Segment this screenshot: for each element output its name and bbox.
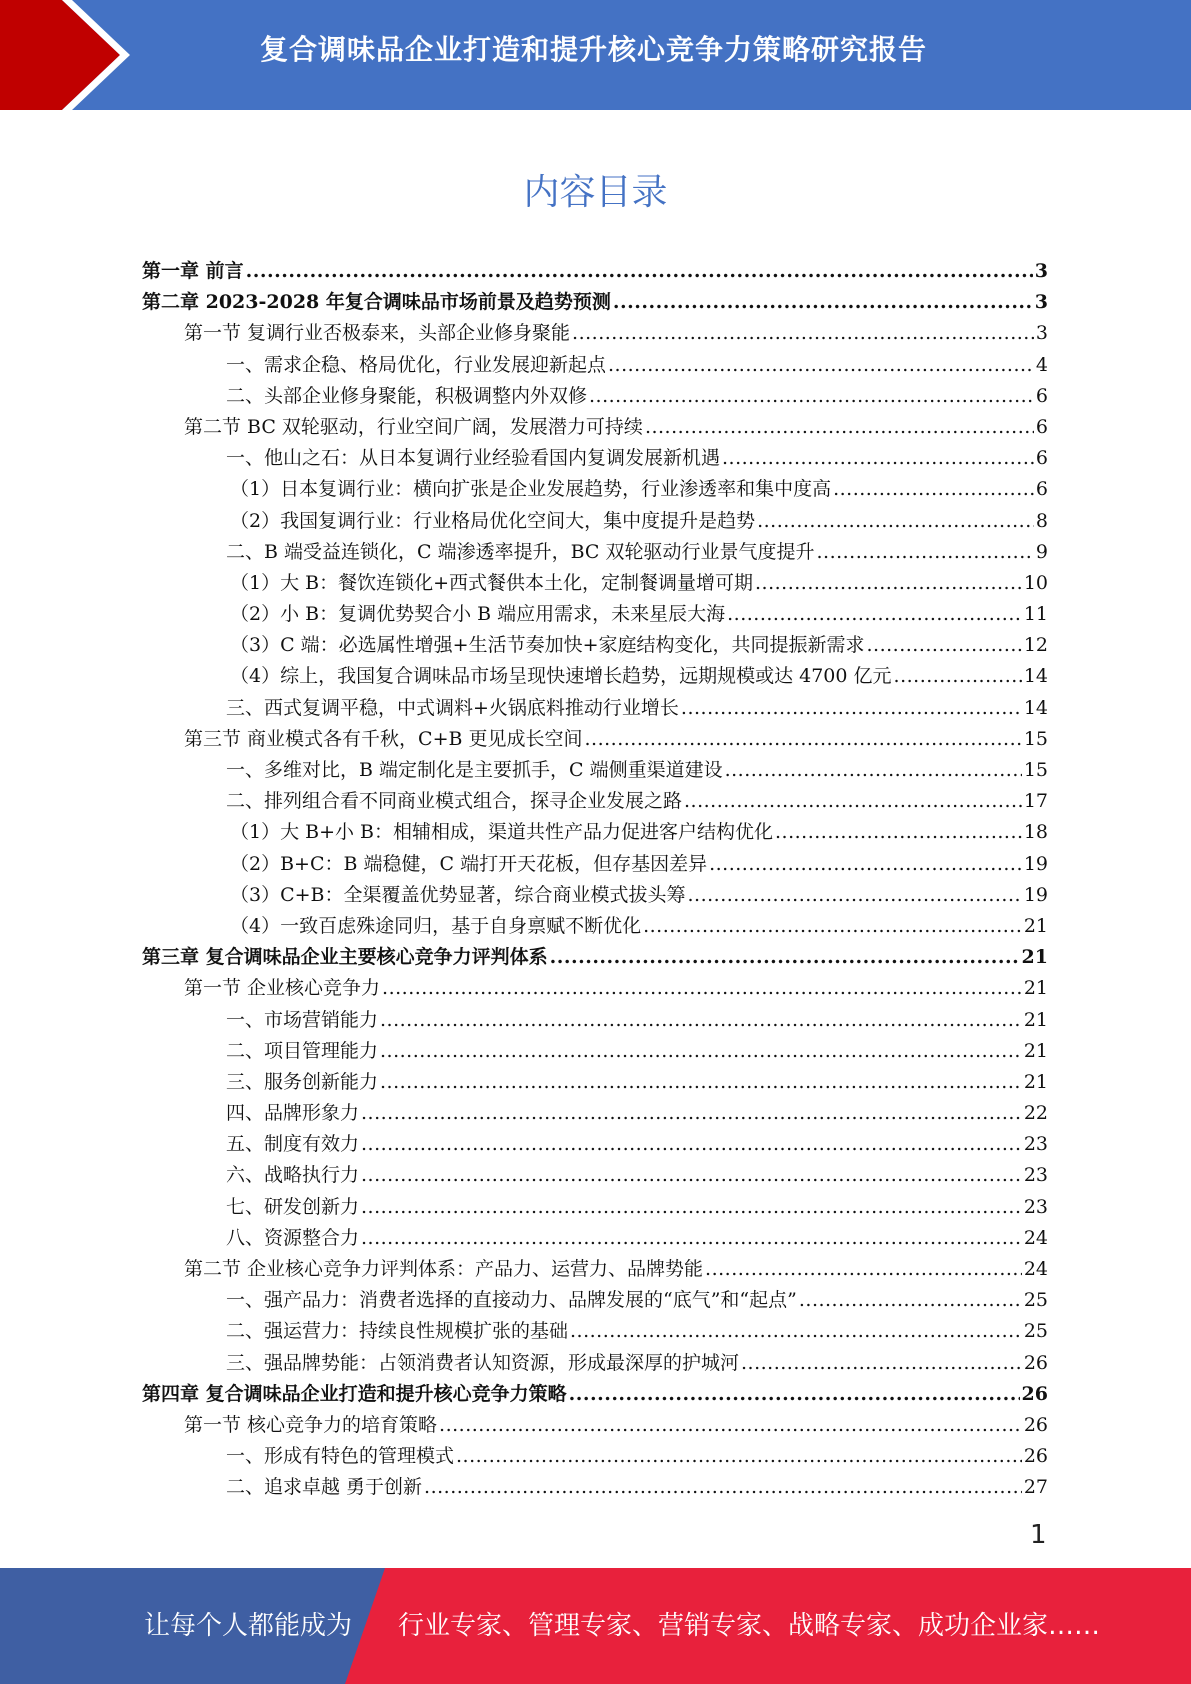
toc-entry-page: 3 — [1034, 291, 1048, 314]
toc-entry[interactable] — [142, 318, 1048, 349]
toc-entry-title: 三、强品牌势能：占领消费者认知资源，形成最深厚的护城河 — [226, 1351, 740, 1374]
toc-dot-leader — [589, 381, 1034, 412]
toc-entry[interactable] — [142, 1005, 1048, 1036]
toc-entry-title: 二、项目管理能力 — [226, 1039, 379, 1062]
toc-dot-leader — [439, 1410, 1022, 1441]
toc-entry-title: （3）C 端：必选属性增强+生活节奏加快+家庭结构变化，共同提振新需求 — [230, 634, 865, 657]
toc-dot-leader — [246, 256, 1033, 287]
toc-entry-title: （3）C+B：全渠覆盖优势显著，综合商业模式拔头筹 — [230, 883, 686, 906]
toc-entry-page: 6 — [1035, 384, 1048, 407]
page-number: 1 — [1030, 1520, 1047, 1550]
toc-entry[interactable] — [142, 443, 1048, 474]
toc-entry-page: 15 — [1023, 759, 1048, 781]
toc-dot-leader — [570, 1316, 1022, 1347]
toc-entry-title: 一、他山之石：从日本复调行业经验看国内复调发展新机遇 — [226, 447, 721, 470]
toc-entry[interactable] — [142, 786, 1048, 817]
toc-entry[interactable] — [142, 911, 1048, 942]
toc-entry-page: 10 — [1023, 571, 1048, 594]
toc-dot-leader — [741, 1348, 1022, 1379]
toc-entry[interactable] — [142, 1410, 1048, 1441]
toc-dot-leader — [456, 1441, 1022, 1472]
page-header — [0, 0, 1191, 110]
toc-entry-page: 21 — [1023, 1008, 1048, 1031]
toc-entry-title: 五、制度有效力 — [226, 1133, 360, 1156]
toc-entry[interactable] — [142, 412, 1048, 443]
toc-entry-page: 6 — [1035, 415, 1048, 438]
toc-entry-title: 六、战略执行力 — [226, 1164, 360, 1187]
toc-entry[interactable] — [142, 1348, 1048, 1379]
toc-entry-page: 23 — [1023, 1195, 1048, 1218]
toc-entry-page: 11 — [1023, 603, 1048, 626]
toc-entry-title: 第一节 核心竞争力的培育策略 — [184, 1413, 438, 1436]
toc-entry-page: 21 — [1021, 946, 1048, 969]
toc-entry[interactable] — [142, 1067, 1048, 1098]
toc-dot-leader — [709, 849, 1022, 880]
toc-entry-page: 15 — [1023, 727, 1048, 750]
toc-entry-page: 19 — [1023, 852, 1048, 875]
toc-dot-leader — [569, 1379, 1020, 1410]
toc-dot-leader — [645, 412, 1034, 443]
toc-dot-leader — [550, 942, 1020, 973]
toc-entry-page: 24 — [1023, 1226, 1048, 1249]
toc-entry-page: 26 — [1023, 1351, 1048, 1374]
toc-entry-title: （4）综上，我国复合调味品市场呈现快速增长趋势，远期规模或达 4700 亿元 — [230, 665, 892, 688]
toc-dot-leader — [727, 599, 1022, 630]
toc-dot-leader — [722, 443, 1034, 474]
header-arrow-graphic — [0, 0, 160, 110]
toc-entry-title: 第三节 商业模式各有千秋，C+B 更见成长空间 — [184, 727, 583, 750]
toc-heading: 内容目录 — [523, 172, 668, 213]
toc-dot-leader — [725, 755, 1022, 786]
toc-entry-page: 6 — [1035, 478, 1048, 501]
toc-entry[interactable] — [142, 1160, 1048, 1191]
toc-dot-leader — [572, 318, 1034, 349]
toc-dot-leader — [688, 880, 1022, 911]
toc-dot-leader — [613, 287, 1033, 318]
toc-entry-title: （2）B+C：B 端稳健，C 端打开天花板，但存基因差异 — [230, 852, 708, 875]
toc-entry-title: 二、追求卓越 勇于创新 — [226, 1476, 423, 1499]
toc-entry-page: 17 — [1023, 790, 1048, 813]
toc-entry-page: 24 — [1023, 1258, 1048, 1280]
toc-entry[interactable] — [142, 1223, 1048, 1254]
table-of-contents — [142, 256, 1048, 1504]
toc-dot-leader — [585, 724, 1022, 755]
toc-entry[interactable] — [142, 1472, 1048, 1503]
toc-dot-leader — [775, 817, 1022, 848]
toc-dot-leader — [643, 911, 1022, 942]
toc-entry[interactable] — [142, 256, 1048, 287]
toc-entry[interactable] — [142, 1036, 1048, 1067]
toc-dot-leader — [382, 973, 1022, 1004]
toc-dot-leader — [684, 786, 1022, 817]
toc-dot-leader — [681, 693, 1022, 724]
toc-dot-leader — [867, 630, 1022, 661]
toc-entry-page: 14 — [1023, 696, 1048, 719]
toc-entry-page: 6 — [1035, 447, 1048, 470]
toc-entry-page: 21 — [1023, 1039, 1048, 1062]
toc-entry-title: 第二章 2023-2028 年复合调味品市场前景及趋势预测 — [142, 291, 611, 314]
toc-entry-page: 14 — [1023, 665, 1048, 688]
toc-entry-title: 第二节 企业核心竞争力评判体系：产品力、运营力、品牌势能 — [184, 1258, 704, 1280]
toc-entry[interactable] — [142, 1129, 1048, 1160]
toc-entry-page: 18 — [1023, 821, 1048, 844]
toc-dot-leader — [380, 1036, 1022, 1067]
toc-entry-title: 二、B 端受益连锁化，C 端渗透率提升，BC 双轮驱动行业景气度提升 — [226, 540, 815, 563]
toc-entry-title: 二、排列组合看不同商业模式组合，探寻企业发展之路 — [226, 790, 683, 813]
toc-entry-title: 三、服务创新能力 — [226, 1070, 379, 1093]
toc-entry[interactable] — [142, 973, 1048, 1004]
toc-dot-leader — [757, 506, 1034, 537]
toc-dot-leader — [705, 1254, 1022, 1285]
toc-entry[interactable] — [142, 287, 1048, 318]
toc-entry-page: 26 — [1023, 1445, 1048, 1468]
toc-entry[interactable] — [142, 1441, 1048, 1472]
toc-entry[interactable] — [142, 568, 1048, 599]
toc-entry[interactable] — [142, 1192, 1048, 1223]
toc-entry-title: 七、研发创新力 — [226, 1195, 360, 1218]
toc-entry[interactable] — [142, 1254, 1048, 1285]
toc-entry-title: 三、西式复调平稳，中式调料+火锅底料推动行业增长 — [226, 696, 679, 719]
toc-entry-page: 21 — [1023, 1070, 1048, 1093]
toc-entry-page: 3 — [1035, 322, 1048, 345]
toc-entry[interactable] — [142, 661, 1048, 692]
toc-dot-leader — [361, 1160, 1022, 1191]
toc-entry-page: 21 — [1023, 914, 1048, 937]
page-footer — [0, 1568, 1191, 1684]
toc-entry-page: 27 — [1023, 1476, 1048, 1499]
toc-entry-page: 25 — [1023, 1289, 1048, 1312]
toc-entry[interactable] — [142, 474, 1048, 505]
toc-entry-title: 第一节 企业核心竞争力 — [184, 977, 381, 1000]
toc-entry-title: 第一节 复调行业否极泰来，头部企业修身聚能 — [184, 322, 571, 345]
toc-entry-title: （4）一致百虑殊途同归，基于自身禀赋不断优化 — [230, 914, 642, 937]
footer-slogan-right: 行业专家、管理专家、营销专家、战略专家、成功企业家…… — [398, 1611, 1101, 1641]
toc-entry-title: （2）我国复调行业：行业格局优化空间大，集中度提升是趋势 — [230, 509, 756, 532]
toc-entry-page: 26 — [1023, 1413, 1048, 1436]
toc-dot-leader — [755, 568, 1022, 599]
header-title: 复合调味品企业打造和提升核心竞争力策略研究报告 — [260, 33, 928, 66]
toc-entry-page: 21 — [1023, 977, 1048, 1000]
toc-entry[interactable] — [142, 849, 1048, 880]
toc-entry-title: 二、强运营力：持续良性规模扩张的基础 — [226, 1320, 569, 1343]
toc-entry-title: （1）日本复调行业：横向扩张是企业发展趋势，行业渗透率和集中度高 — [230, 478, 832, 501]
toc-entry-page: 25 — [1023, 1320, 1048, 1343]
toc-entry[interactable] — [142, 693, 1048, 724]
toc-entry[interactable] — [142, 1379, 1048, 1410]
toc-dot-leader — [424, 1472, 1022, 1503]
toc-entry-title: 一、市场营销能力 — [226, 1008, 379, 1031]
toc-entry-title: 第三章 复合调味品企业主要核心竞争力评判体系 — [142, 946, 548, 969]
toc-entry-page: 8 — [1035, 509, 1048, 532]
toc-entry-title: 一、形成有特色的管理模式 — [226, 1445, 455, 1468]
toc-entry-title: （1）大 B：餐饮连锁化+西式餐供本土化，定制餐调量增可期 — [230, 571, 754, 594]
toc-entry[interactable] — [142, 1098, 1048, 1129]
toc-entry[interactable] — [142, 599, 1048, 630]
toc-entry[interactable] — [142, 630, 1048, 661]
toc-entry-page: 22 — [1023, 1102, 1048, 1125]
toc-entry-title: （1）大 B+小 B：相辅相成，渠道共性产品力促进客户结构优化 — [230, 821, 774, 844]
toc-entry-title: 一、多维对比，B 端定制化是主要抓手，C 端侧重渠道建设 — [226, 759, 723, 781]
toc-dot-leader — [361, 1129, 1022, 1160]
toc-entry-page: 12 — [1023, 634, 1048, 657]
toc-entry-page: 3 — [1034, 260, 1048, 282]
toc-dot-leader — [380, 1005, 1022, 1036]
toc-entry-title: （2）小 B：复调优势契合小 B 端应用需求，未来星辰大海 — [230, 603, 726, 626]
toc-dot-leader — [361, 1098, 1022, 1129]
toc-dot-leader — [361, 1192, 1022, 1223]
toc-entry-title: 四、品牌形象力 — [226, 1102, 360, 1125]
toc-entry-title: 一、需求企稳、格局优化，行业发展迎新起点 — [226, 353, 607, 376]
toc-entry-title: 一、强产品力：消费者选择的直接动力、品牌发展的“底气”和“起点” — [226, 1289, 797, 1312]
toc-dot-leader — [380, 1067, 1022, 1098]
toc-dot-leader — [816, 537, 1033, 568]
toc-entry[interactable] — [142, 1316, 1048, 1347]
toc-entry[interactable] — [142, 381, 1048, 412]
toc-entry[interactable] — [142, 942, 1048, 973]
toc-entry[interactable] — [142, 880, 1048, 911]
toc-dot-leader — [833, 474, 1034, 505]
toc-entry[interactable] — [142, 350, 1048, 381]
toc-entry-page: 19 — [1023, 883, 1048, 906]
toc-entry-page: 23 — [1023, 1133, 1048, 1156]
toc-entry[interactable] — [142, 817, 1048, 848]
toc-entry[interactable] — [142, 724, 1048, 755]
toc-dot-leader — [361, 1223, 1022, 1254]
toc-dot-leader — [608, 350, 1034, 381]
toc-entry-title: 第四章 复合调味品企业打造和提升核心竞争力策略 — [142, 1382, 567, 1405]
toc-entry-title: 八、资源整合力 — [226, 1226, 360, 1249]
toc-entry[interactable] — [142, 506, 1048, 537]
toc-entry-title: 第二节 BC 双轮驱动，行业空间广阔，发展潜力可持续 — [184, 415, 643, 438]
toc-entry-page: 4 — [1035, 353, 1048, 376]
toc-entry-title: 二、头部企业修身聚能，积极调整内外双修 — [226, 384, 588, 407]
footer-slogan-left: 让每个人都能成为 — [144, 1611, 353, 1641]
toc-entry-title: 第一章 前言 — [142, 260, 244, 282]
toc-dot-leader — [894, 661, 1022, 692]
toc-entry-page: 9 — [1035, 540, 1048, 563]
toc-entry[interactable] — [142, 1285, 1048, 1316]
toc-entry-page: 26 — [1021, 1382, 1048, 1405]
toc-entry[interactable] — [142, 755, 1048, 786]
toc-entry[interactable] — [142, 537, 1048, 568]
toc-entry-page: 23 — [1023, 1164, 1048, 1187]
toc-dot-leader — [799, 1285, 1022, 1316]
